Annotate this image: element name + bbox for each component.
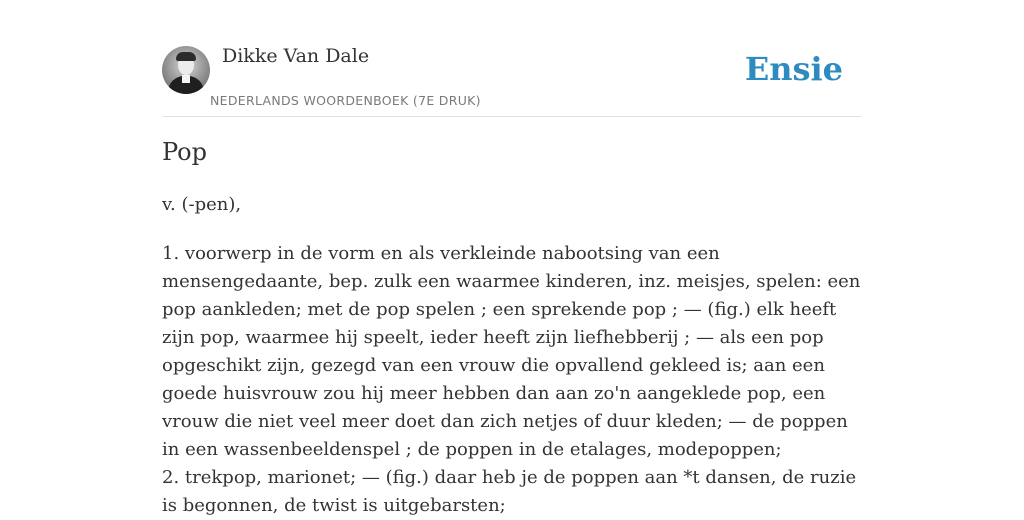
avatar[interactable] [162, 46, 210, 94]
page [162, 0, 862, 516]
brand-logo[interactable]: Ensie [744, 50, 843, 88]
header [162, 0, 862, 117]
entry-grammar: v. (-pen), [162, 194, 242, 215]
definition-1: 1. voorwerp in de vorm en als verkleinde nabootsing van een mensengedaante, bep. zulk een waarmee kinderen, inz. meisjes, spelen: een pop aankleden; met de pop spelen ; een sprekende pop ; — (fig.) elk heeft zijn pop, waarmee hij speelt, ieder heeft zijn liefhebberij ; — als een pop opgeschikt zijn, gezegd van een vrouw die opvallend gekleed is; aan een goede huisvrouw zou hij meer hebben dan aan zo'n aangeklede pop, een vrouw die niet veel meer doet dan zich netjes of duur kleden; — de poppen in een wassenbeeldenspel ; de poppen in de etalages, modepoppen; [162, 243, 861, 460]
entry-title: Pop [162, 138, 207, 166]
author-name[interactable]: Dikke Van Dale [222, 45, 370, 67]
entry-body [162, 240, 862, 520]
source-label[interactable]: NEDERLANDS WOORDENBOEK (7E DRUK) [210, 93, 481, 108]
definition-2: 2. trekpop, marionet; — (fig.) daar heb je de poppen aan *t dansen, de ruzie is begonnen, de twist is uitgebarsten; [162, 467, 857, 516]
